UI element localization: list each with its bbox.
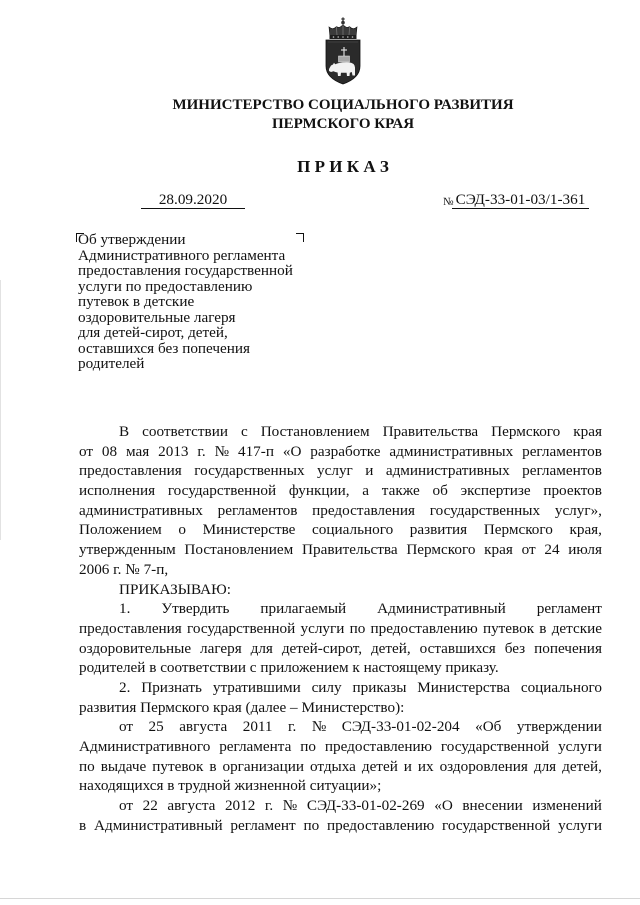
body-line [79,816,602,836]
body-word: № [311,718,327,736]
body-word: утвержденным [79,541,176,559]
body-word: утратившими [212,678,301,696]
body-line: развития Пермского края (далее – Министерство): [79,698,405,716]
body-word: края [573,423,602,440]
body-word: 2011 [242,718,273,736]
body-word: экспертизе [460,482,531,500]
body-word: Пермского [483,521,553,539]
body-line [79,619,602,639]
body-word: края, [569,521,602,539]
body-word: силу [311,678,342,696]
body-word: в [79,816,87,834]
body-word: лагеря [200,639,242,657]
body-word: Административного [79,738,211,755]
body-word: детей, [370,639,411,657]
body-word: предоставления [79,462,182,480]
body-word: также [381,482,420,500]
body-word: предоставления [79,619,182,637]
body-word: по [300,738,316,755]
body-word: административных [79,501,203,519]
body-word: услуг [317,462,353,480]
body-line [79,717,602,737]
body-word: края [484,541,513,559]
subject-line: оздоровительные лагеря [78,308,236,326]
body-word: Постановлением [260,423,370,440]
body-word: Административный [377,600,506,618]
document-type-title: П Р И К А З [297,157,389,176]
body-line [79,520,602,540]
order-subject [78,232,318,372]
body-paragraph [79,580,602,600]
body-word: Пермского [406,541,476,559]
body-word: а [362,482,370,500]
body-word: государственной [187,619,296,637]
body-word: 1. [119,600,131,618]
body-line: 2006 г. № 7-п, [79,560,169,578]
body-word: мая [126,442,150,460]
scan-edge-bottom [0,898,640,899]
subject-line: предоставления государственной [78,262,293,279]
body-word: и [403,757,412,775]
body-word: Положением [79,521,162,539]
subject-line: путевок в детские [78,293,195,310]
body-word: от [119,718,134,736]
ministry-name-line-1: МИНИСТЕРСТВО СОЦИАЛЬНОГО РАЗВИТИЯ [172,97,514,113]
body-paragraph [79,796,602,835]
body-line [79,501,602,521]
body-word: от [521,541,536,559]
body-word: оставшихся [419,639,496,657]
body-word: г. [288,718,297,736]
body-word: внесении [462,797,523,815]
body-word: Утвердить [161,600,230,618]
body-word: детей-сирот, [281,639,363,657]
body-word: административных [385,462,510,480]
body-word: и [365,462,374,480]
body-word: в [539,619,547,637]
body-line [79,599,602,619]
body-word: для [533,757,557,775]
body-word: «О [434,797,453,815]
body-line: ПРИКАЗЫВАЮ: [119,580,231,598]
body-word: организации [222,757,305,775]
body-word: услуги [300,619,345,637]
body-word: оздоровительные [79,639,192,657]
body-word: по [79,757,95,775]
body-word: путевок [152,757,204,775]
body-line [79,540,602,560]
body-word: предоставлению [324,738,433,755]
order-date: 28.09.2020 [141,191,245,209]
body-word: июля [568,541,602,559]
body-word: № [282,797,298,815]
body-word: об [432,482,448,500]
body-word: № [214,442,230,460]
body-word: Административный [94,816,223,834]
body-word: августа [167,797,216,815]
body-word: 2. [119,678,131,696]
body-word: 25 [148,718,164,736]
body-word: регламент [536,600,602,618]
body-line: родителей в соответствии с приложением к настоящему приказу. [79,659,499,677]
body-word: путевок [482,619,535,637]
body-word: оздоровления [439,757,528,775]
body-paragraph [79,422,602,580]
body-line [79,796,602,816]
subject-line: Об утверждении [78,231,186,248]
body-word: Признать [141,678,202,696]
body-word: Министерстве [202,521,296,539]
body-word: детей [361,757,398,775]
body-line [79,757,602,777]
body-word: государственной [167,482,277,500]
body-word: 2013 [158,442,189,460]
body-word: без [504,639,526,657]
body-word: г. [197,442,206,460]
body-word: 22 [142,797,158,815]
body-word: Министерства [417,678,510,696]
body-word: регламент [230,816,296,834]
body-word: 08 [101,442,118,460]
body-word: г. [264,797,274,815]
body-word: их [417,757,434,775]
body-word: выдаче [100,757,147,775]
body-word: услуги [558,738,602,755]
body-word: соответствии [142,423,228,440]
body-paragraph [79,599,602,678]
body-word: Правительства [302,541,398,559]
body-word: регламентов [217,501,298,519]
body-paragraph [79,717,602,796]
body-word: изменений [532,797,602,815]
body-line [79,639,602,659]
crown-icon [329,17,357,39]
body-word: социального [520,678,602,696]
ministry-name-line-2: ПЕРМСКОГО КРАЯ [271,116,415,132]
subject-line: Административного регламента [78,246,286,264]
body-line [79,422,602,442]
body-word: с [240,423,248,440]
scan-edge-left [0,280,1,540]
subject-line: услуги по предоставлению [78,277,253,295]
body-word: детские [551,619,602,637]
body-word: В [119,423,130,440]
body-word: августа [179,718,228,736]
order-number-sign: № [443,196,454,208]
body-word: услуги [558,816,602,834]
body-word: проектов [543,482,602,500]
subject-line: для детей-сирот, детей, [78,324,228,341]
body-word: 417-п [237,442,274,460]
body-word: предоставлению [327,816,435,834]
body-word: разработке [310,442,381,460]
body-line [79,461,602,481]
coat-of-arms-icon [323,17,363,85]
body-word: для [250,639,273,657]
body-word: приказы [352,678,407,696]
body-word: регламентов [522,462,602,480]
body-word: Постановлением [184,541,294,559]
subject-line: родителей [78,355,145,372]
body-word: утверждении [516,718,602,736]
body-word: «О [282,442,302,460]
body-word: детей, [562,757,602,775]
body-word: функции, [288,482,350,500]
coat-of-arms [323,17,363,85]
body-word: от [119,797,134,815]
body-line [79,678,602,698]
body-word: СЭД-33-01-02-269 [306,797,425,815]
body-word: регламента [219,738,292,755]
body-word: в [209,757,217,775]
body-word: социального [312,521,394,539]
body-word: развития [409,521,468,539]
body-word: государственной [440,738,550,755]
body-word: отдыха [309,757,356,775]
body-word: государственных [429,501,541,519]
body-line [79,481,602,501]
body-word: Правительства [382,423,479,440]
body-word: 24 [544,541,560,559]
body-line [79,442,602,462]
body-word: предоставлению [370,619,478,637]
body-word: 2012 [224,797,256,815]
body-word: СЭД-33-01-02-204 [341,718,460,736]
body-word: прилагаемый [260,600,347,618]
body-word: исполнения [79,482,156,500]
body-line [79,737,602,757]
subject-line: оставшихся без попечения [78,339,251,357]
body-word: Пермского [491,423,561,440]
order-number: СЭД-33-01-03/1-361 [452,191,589,209]
body-word: государственной [442,816,551,834]
body-paragraph [79,678,602,717]
body-word: государственных [194,462,305,480]
body-word: от [79,442,94,460]
body-word: предоставления [312,501,415,519]
body-word: по [303,816,320,834]
body-word: регламентов [522,442,602,460]
body-line: находящихся в трудной жизненной ситуации»; [79,777,382,795]
body-word: о [178,521,186,539]
body-word: попечения [534,639,602,657]
body-word: по [349,619,366,637]
body-word: услуг», [554,501,602,519]
body-word: «Об [475,718,502,736]
body-word: административных [389,442,514,460]
order-body [79,422,602,835]
